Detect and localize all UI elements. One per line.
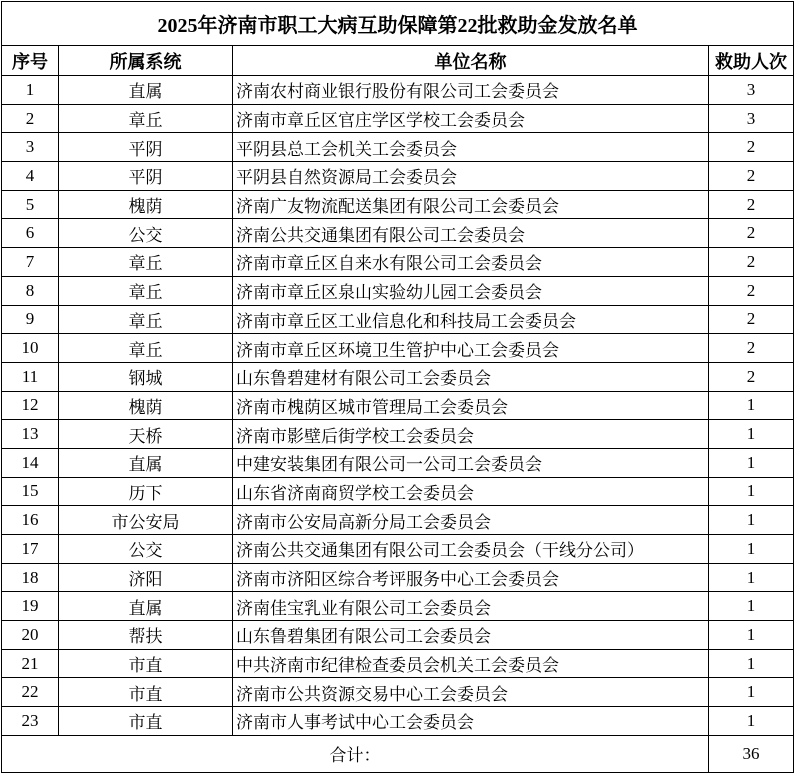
page-title: 2025年济南市职工大病互助保障第22批救助金发放名单 bbox=[2, 2, 794, 46]
relief-count: 1 bbox=[709, 707, 794, 736]
row-index: 23 bbox=[2, 707, 59, 736]
relief-count: 1 bbox=[709, 535, 794, 564]
row-index: 5 bbox=[2, 190, 59, 219]
unit-name: 济南市公安局高新分局工会委员会 bbox=[233, 506, 709, 535]
unit-name: 济南广友物流配送集团有限公司工会委员会 bbox=[233, 190, 709, 219]
relief-count: 1 bbox=[709, 477, 794, 506]
row-index: 6 bbox=[2, 219, 59, 248]
system-name: 市公安局 bbox=[59, 506, 233, 535]
system-name: 济阳 bbox=[59, 563, 233, 592]
relief-count: 3 bbox=[709, 104, 794, 133]
relief-count: 2 bbox=[709, 162, 794, 191]
system-name: 天桥 bbox=[59, 420, 233, 449]
relief-count: 2 bbox=[709, 305, 794, 334]
unit-name: 济南公共交通集团有限公司工会委员会（干线分公司） bbox=[233, 535, 709, 564]
unit-name: 济南市人事考试中心工会委员会 bbox=[233, 707, 709, 736]
column-header-index: 序号 bbox=[2, 46, 59, 76]
relief-count: 1 bbox=[709, 678, 794, 707]
row-index: 2 bbox=[2, 104, 59, 133]
table-footer bbox=[2, 735, 794, 772]
table-row bbox=[2, 133, 794, 162]
relief-count: 2 bbox=[709, 190, 794, 219]
table-row bbox=[2, 477, 794, 506]
table-row bbox=[2, 276, 794, 305]
table-row bbox=[2, 592, 794, 621]
relief-count: 1 bbox=[709, 506, 794, 535]
relief-count: 1 bbox=[709, 592, 794, 621]
table-row bbox=[2, 76, 794, 105]
relief-count: 2 bbox=[709, 362, 794, 391]
unit-name: 济南市章丘区泉山实验幼儿园工会委员会 bbox=[233, 276, 709, 305]
system-name: 公交 bbox=[59, 535, 233, 564]
table-row bbox=[2, 535, 794, 564]
table-row bbox=[2, 104, 794, 133]
relief-count: 1 bbox=[709, 649, 794, 678]
relief-count: 1 bbox=[709, 621, 794, 650]
system-name: 平阴 bbox=[59, 162, 233, 191]
system-name: 市直 bbox=[59, 707, 233, 736]
total-value: 36 bbox=[709, 735, 794, 772]
unit-name: 中建安装集团有限公司一公司工会委员会 bbox=[233, 448, 709, 477]
relief-count: 1 bbox=[709, 563, 794, 592]
row-index: 22 bbox=[2, 678, 59, 707]
unit-name: 平阴县总工会机关工会委员会 bbox=[233, 133, 709, 162]
system-name: 公交 bbox=[59, 219, 233, 248]
unit-name: 济南市济阳区综合考评服务中心工会委员会 bbox=[233, 563, 709, 592]
row-index: 4 bbox=[2, 162, 59, 191]
relief-count: 2 bbox=[709, 133, 794, 162]
row-index: 13 bbox=[2, 420, 59, 449]
unit-name: 济南市槐荫区城市管理局工会委员会 bbox=[233, 391, 709, 420]
column-header-unit-name: 单位名称 bbox=[233, 46, 709, 76]
unit-name: 济南公共交通集团有限公司工会委员会 bbox=[233, 219, 709, 248]
table-row bbox=[2, 707, 794, 736]
table-row bbox=[2, 563, 794, 592]
unit-name: 济南市章丘区自来水有限公司工会委员会 bbox=[233, 248, 709, 277]
unit-name: 山东省济南商贸学校工会委员会 bbox=[233, 477, 709, 506]
system-name: 章丘 bbox=[59, 276, 233, 305]
unit-name: 山东鲁碧建材有限公司工会委员会 bbox=[233, 362, 709, 391]
column-header-system: 所属系统 bbox=[59, 46, 233, 76]
system-name: 市直 bbox=[59, 678, 233, 707]
row-index: 21 bbox=[2, 649, 59, 678]
system-name: 章丘 bbox=[59, 248, 233, 277]
unit-name: 济南市影壁后街学校工会委员会 bbox=[233, 420, 709, 449]
unit-name: 济南佳宝乳业有限公司工会委员会 bbox=[233, 592, 709, 621]
unit-name: 济南市章丘区环境卫生管护中心工会委员会 bbox=[233, 334, 709, 363]
unit-name: 平阴县自然资源局工会委员会 bbox=[233, 162, 709, 191]
system-name: 直属 bbox=[59, 592, 233, 621]
table-row bbox=[2, 162, 794, 191]
row-index: 8 bbox=[2, 276, 59, 305]
row-index: 20 bbox=[2, 621, 59, 650]
total-row bbox=[2, 735, 794, 772]
row-index: 11 bbox=[2, 362, 59, 391]
system-name: 平阴 bbox=[59, 133, 233, 162]
table-row bbox=[2, 305, 794, 334]
system-name: 槐荫 bbox=[59, 391, 233, 420]
row-index: 19 bbox=[2, 592, 59, 621]
system-name: 帮扶 bbox=[59, 621, 233, 650]
system-name: 槐荫 bbox=[59, 190, 233, 219]
table-row bbox=[2, 649, 794, 678]
title-row bbox=[2, 2, 794, 46]
unit-name: 中共济南市纪律检查委员会机关工会委员会 bbox=[233, 649, 709, 678]
row-index: 17 bbox=[2, 535, 59, 564]
table-row bbox=[2, 391, 794, 420]
table-row bbox=[2, 362, 794, 391]
table-row bbox=[2, 420, 794, 449]
column-header-relief-count: 救助人次 bbox=[709, 46, 794, 76]
table-row bbox=[2, 248, 794, 277]
unit-name: 山东鲁碧集团有限公司工会委员会 bbox=[233, 621, 709, 650]
table-row bbox=[2, 190, 794, 219]
row-index: 1 bbox=[2, 76, 59, 105]
table-row bbox=[2, 448, 794, 477]
table-row bbox=[2, 506, 794, 535]
row-index: 16 bbox=[2, 506, 59, 535]
row-index: 14 bbox=[2, 448, 59, 477]
relief-fund-table bbox=[1, 1, 794, 773]
system-name: 章丘 bbox=[59, 305, 233, 334]
row-index: 18 bbox=[2, 563, 59, 592]
relief-count: 1 bbox=[709, 420, 794, 449]
row-index: 15 bbox=[2, 477, 59, 506]
header-row bbox=[2, 46, 794, 76]
relief-count: 3 bbox=[709, 76, 794, 105]
system-name: 历下 bbox=[59, 477, 233, 506]
relief-count: 2 bbox=[709, 334, 794, 363]
unit-name: 济南市章丘区工业信息化和科技局工会委员会 bbox=[233, 305, 709, 334]
relief-count: 2 bbox=[709, 219, 794, 248]
system-name: 钢城 bbox=[59, 362, 233, 391]
system-name: 直属 bbox=[59, 76, 233, 105]
table-row bbox=[2, 678, 794, 707]
relief-count: 2 bbox=[709, 276, 794, 305]
row-index: 9 bbox=[2, 305, 59, 334]
system-name: 章丘 bbox=[59, 104, 233, 133]
relief-count: 1 bbox=[709, 448, 794, 477]
title-section bbox=[2, 2, 794, 76]
unit-name: 济南市公共资源交易中心工会委员会 bbox=[233, 678, 709, 707]
system-name: 市直 bbox=[59, 649, 233, 678]
system-name: 章丘 bbox=[59, 334, 233, 363]
row-index: 7 bbox=[2, 248, 59, 277]
row-index: 12 bbox=[2, 391, 59, 420]
unit-name: 济南市章丘区官庄学区学校工会委员会 bbox=[233, 104, 709, 133]
total-label: 合计： bbox=[2, 735, 709, 772]
relief-count: 1 bbox=[709, 391, 794, 420]
relief-count: 2 bbox=[709, 248, 794, 277]
row-index: 10 bbox=[2, 334, 59, 363]
table-body bbox=[2, 76, 794, 736]
unit-name: 济南农村商业银行股份有限公司工会委员会 bbox=[233, 76, 709, 105]
table-row bbox=[2, 334, 794, 363]
table-row bbox=[2, 219, 794, 248]
row-index: 3 bbox=[2, 133, 59, 162]
table-row bbox=[2, 621, 794, 650]
system-name: 直属 bbox=[59, 448, 233, 477]
